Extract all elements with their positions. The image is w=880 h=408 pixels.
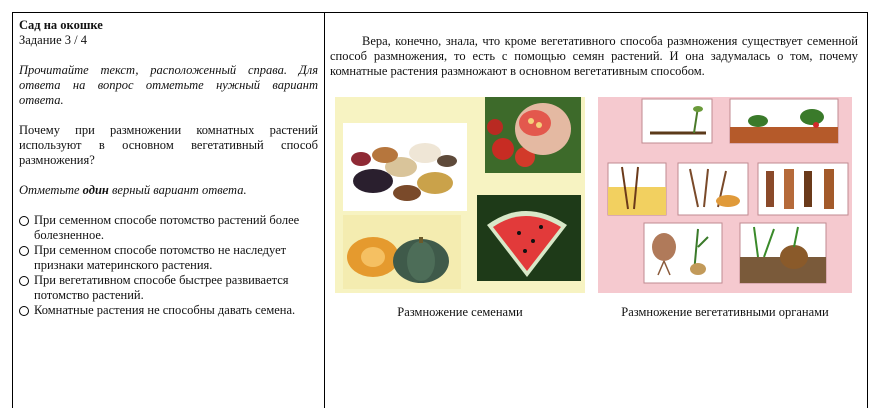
task-title: Сад на окошке — [19, 18, 103, 32]
radio-button-icon[interactable] — [19, 246, 29, 256]
column-divider — [324, 12, 325, 408]
passage-text: Вера, конечно, знала, что кроме вегетативного способа размножения существует семенной способ размножения, то есть с помощью семян растений. И она задумалась о том, почему комнатные растения размножают в основном вегетативным способом. — [330, 34, 858, 78]
vegetative-picture-icon — [598, 97, 852, 293]
vegetative-caption: Размножение вегетативными органами — [621, 305, 829, 319]
answer-option-4[interactable] — [19, 303, 318, 318]
instruction-text: Прочитайте текст, расположенный справа. Для ответа на вопрос отметьте нужный вариант ответа. — [19, 63, 318, 107]
question-text: Почему при размножении комнатных растений используют в основном вегетативный способ размножения? — [19, 123, 318, 167]
answer-option-3[interactable] — [19, 273, 318, 303]
seeds-picture-icon — [335, 97, 585, 293]
radio-button-icon[interactable] — [19, 216, 29, 226]
answer-option-2[interactable] — [19, 243, 318, 273]
task-counter: Задание 3 / 4 — [19, 33, 87, 47]
answer-prompt: Отметьте один верный вариант ответа. — [19, 183, 247, 197]
option-label: При семенном способе потомство не наследует признаки материнского растения. — [34, 243, 287, 272]
seeds-illustration — [335, 97, 585, 293]
vegetative-illustration — [598, 97, 852, 293]
radio-button-icon[interactable] — [19, 276, 29, 286]
task-panel — [19, 18, 318, 318]
radio-button-icon[interactable] — [19, 306, 29, 316]
seeds-caption: Размножение семенами — [397, 305, 523, 319]
answer-option-1[interactable] — [19, 213, 318, 243]
option-label: Комнатные растения не способны давать семена. — [34, 303, 296, 317]
option-label: При семенном способе потомство растений более болезненное. — [34, 213, 300, 242]
option-label: При вегетативном способе быстрее развивается потомство растений. — [34, 273, 289, 302]
